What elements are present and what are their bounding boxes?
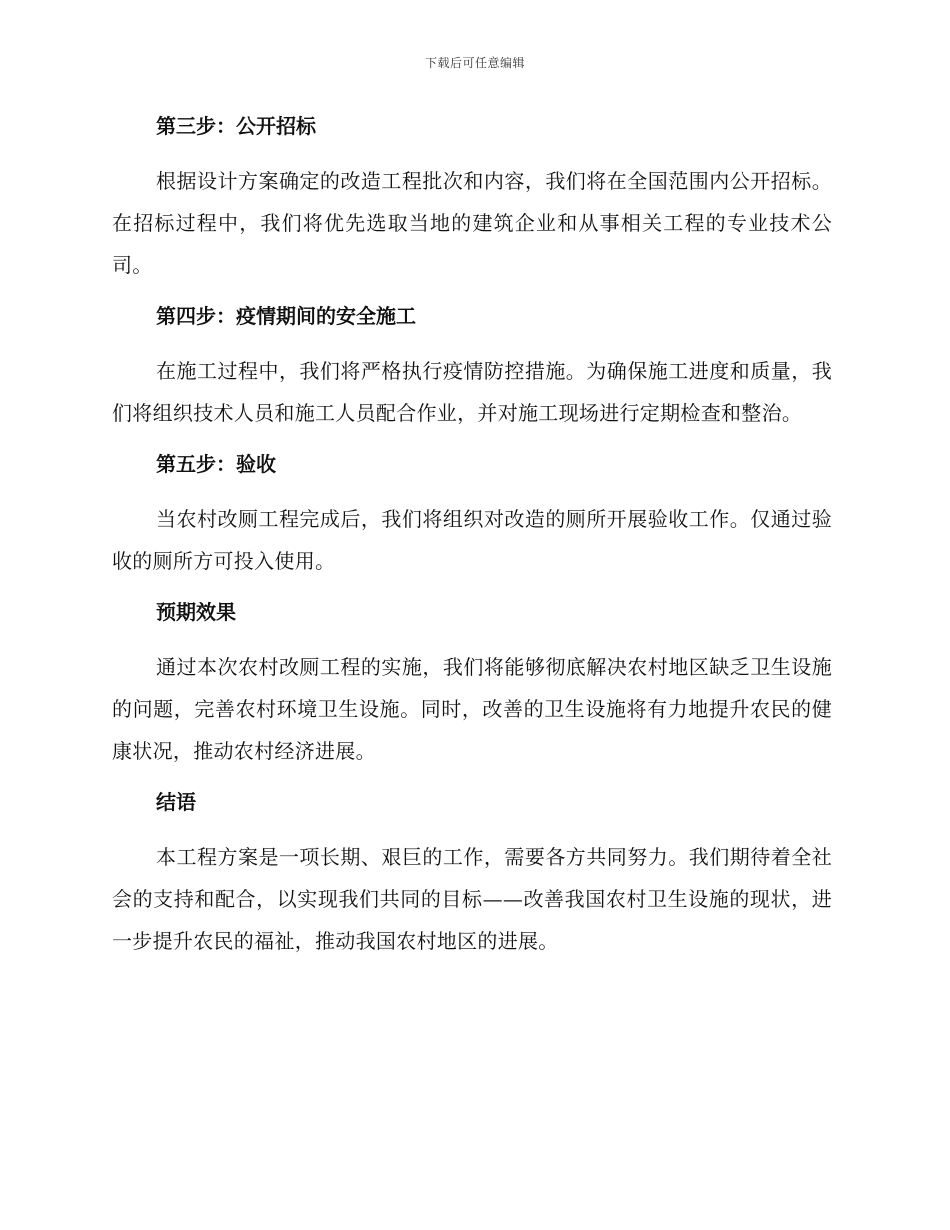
- section-paragraph-expected-effect: 通过本次农村改厕工程的实施，我们将能够彻底解决农村地区缺乏卫生设施的问题，完善农村环境卫生设施。同时，改善的卫生设施将有力地提升农民的健康状况，推动农村经济进展。: [112, 655, 832, 763]
- section-paragraph-step4: 在施工过程中，我们将严格执行疫情防控措施。为确保施工进度和质量，我们将组织技术人员和施工人员配合作业，并对施工现场进行定期检查和整治。: [112, 359, 832, 425]
- page-header: 下载后可任意编辑: [424, 56, 525, 70]
- section-paragraph-step5: 当农村改厕工程完成后，我们将组织对改造的厕所开展验收工作。仅通过验收的厕所方可投入使用。: [112, 507, 832, 573]
- section-heading-step4: 第四步：疫情期间的安全施工: [156, 304, 416, 328]
- section-heading-conclusion: 结语: [156, 790, 196, 814]
- document-body: [112, 110, 832, 976]
- section-paragraph-step3: 根据设计方案确定的改造工程批次和内容，我们将在全国范围内公开招标。在招标过程中，我们将优先选取当地的建筑企业和从事相关工程的专业技术公司。: [112, 169, 832, 277]
- section-paragraph-conclusion: 本工程方案是一项长期、艰巨的工作，需要各方共同努力。我们期待着全社会的支持和配合，以实现我们共同的目标——改善我国农村卫生设施的现状，进一步提升农民的福祉，推动我国农村地区的进展。: [112, 845, 832, 953]
- section-heading-step3: 第三步：公开招标: [156, 114, 316, 138]
- section-heading-expected-effect: 预期效果: [156, 600, 236, 624]
- section-heading-step5: 第五步：验收: [156, 452, 276, 476]
